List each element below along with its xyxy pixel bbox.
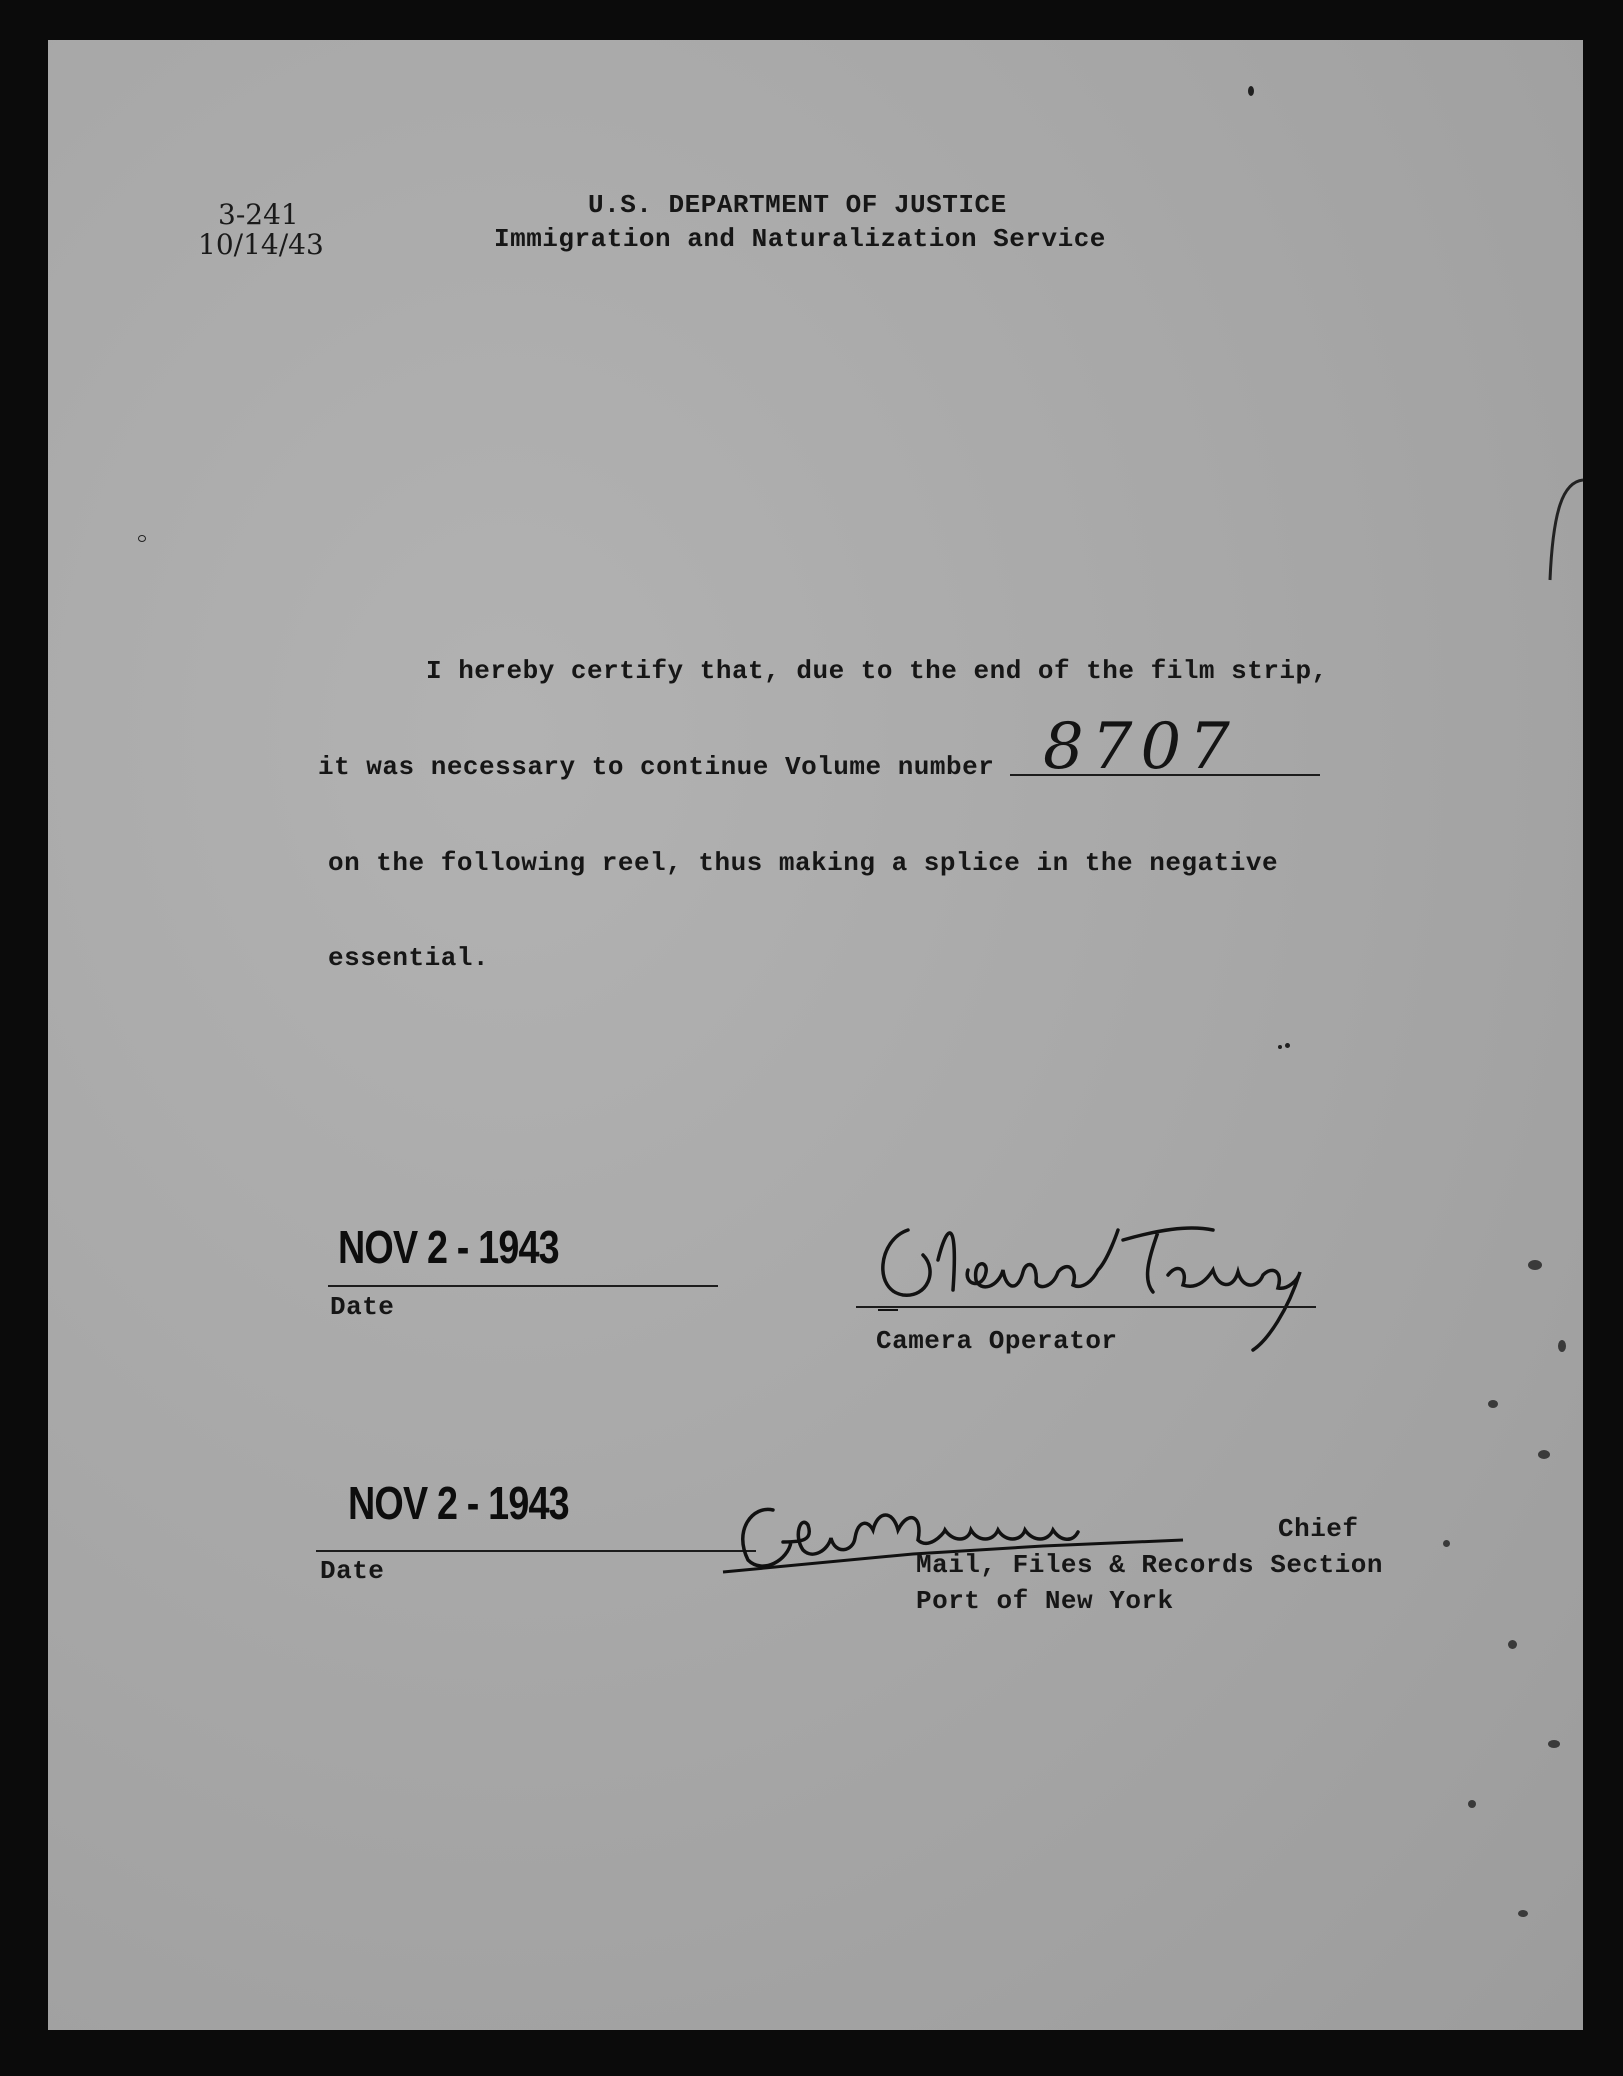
date-stamp-1: NOV 2 - 1943: [338, 1221, 559, 1273]
certification-line-1: I hereby certify that, due to the end of the film strip,: [426, 656, 1328, 686]
form-number: 3-241: [218, 198, 299, 231]
speck: [1558, 1340, 1566, 1352]
volume-number: 8707: [1043, 710, 1238, 784]
form-date: 10/14/43: [198, 228, 324, 261]
speck: [1518, 1910, 1528, 1917]
speck: [1248, 86, 1254, 96]
speck: [1468, 1800, 1476, 1808]
speck: [138, 535, 146, 542]
document-page: [48, 40, 1583, 2030]
speck: [1528, 1260, 1542, 1270]
speck: [1488, 1400, 1498, 1408]
certification-line-2: it was necessary to continue Volume number: [318, 752, 995, 782]
camera-operator-title: Camera Operator: [876, 1326, 1118, 1356]
certification-line-3: on the following reel, thus making a splice in the negative: [328, 848, 1279, 878]
signature-line-1: [856, 1306, 1316, 1308]
date-line-1: [328, 1285, 718, 1287]
certification-line-4: essential.: [328, 943, 490, 973]
date-line-2: [316, 1550, 756, 1552]
service-heading: Immigration and Naturalization Service: [494, 224, 1106, 254]
date-label-2: Date: [320, 1556, 385, 1586]
speck: [1278, 1045, 1282, 1049]
speck: [1508, 1640, 1517, 1649]
speck: [1538, 1450, 1550, 1459]
date-label-1: Date: [330, 1292, 395, 1322]
speck: [1285, 1043, 1290, 1048]
port-title: Port of New York: [916, 1586, 1174, 1616]
section-title: Mail, Files & Records Section: [916, 1550, 1383, 1580]
chief-title: Chief: [1278, 1514, 1359, 1544]
edge-mark: [1528, 470, 1583, 590]
department-heading: U.S. DEPARTMENT OF JUSTICE: [588, 190, 1007, 220]
speck: [1443, 1540, 1450, 1547]
speck: [1548, 1740, 1560, 1748]
date-stamp-2: NOV 2 - 1943: [348, 1477, 569, 1529]
